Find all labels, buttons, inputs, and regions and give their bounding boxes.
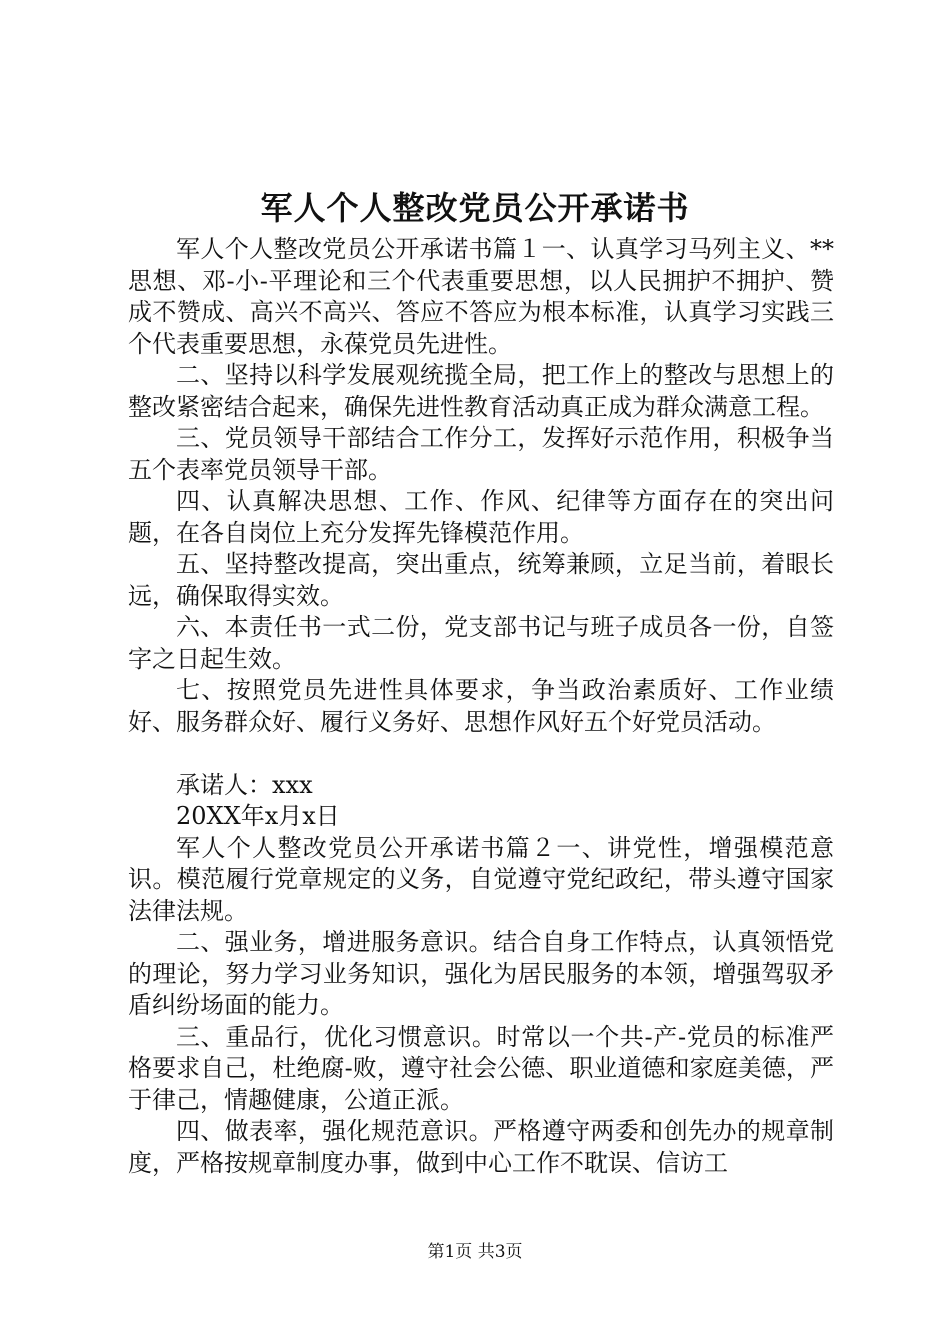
- signature-promiser: 承诺人：xxx: [176, 770, 313, 799]
- paragraph: 五、坚持整改提高，突出重点，统筹兼顾，立足当前，着眼长远，确保取得实效。: [128, 550, 834, 610]
- paragraph: 四、认真解决思想、工作、作风、纪律等方面存在的突出问题，在各自岗位上充分发挥先锋模范作用。: [128, 487, 834, 547]
- paragraph: 军人个人整改党员公开承诺书篇２一、讲党性，增强模范意识。模范履行党章规定的义务，自觉遵守党纪政纪，带头遵守国家法律法规。: [128, 833, 834, 925]
- paragraph: 二、坚持以科学发展观统揽全局，把工作上的整改与思想上的整改紧密结合起来，确保先进性教育活动真正成为群众满意工程。: [128, 361, 834, 421]
- blank-line: [128, 738, 834, 770]
- paragraph: 三、重品行，优化习惯意识。时常以一个共-产-党员的标准严格要求自己，杜绝腐-败，遵守社会公德、职业道德和家庭美德，严于律己，情趣健康，公道正派。: [128, 1022, 834, 1114]
- document-title: 军人个人整改党员公开承诺书: [260, 189, 690, 227]
- paragraph: 二、强业务，增进服务意识。结合自身工作特点，认真领悟党的理论，努力学习业务知识，强化为居民服务的本领，增强驾驭矛盾纠纷场面的能力。: [128, 928, 834, 1019]
- paragraph: 六、本责任书一式二份，党支部书记与班子成员各一份，自签字之日起生效。: [128, 613, 834, 673]
- signature-date: 20XX年x月x日: [176, 802, 340, 830]
- paragraph: 军人个人整改党员公开承诺书篇１一、认真学习马列主义、**思想、邓-小-平理论和三个代表重要思想，以人民拥护不拥护、赞成不赞成、高兴不高兴、答应不答应为根本标准，认真学习实践三个代表重要思想，永葆党员先进性。: [128, 235, 834, 358]
- page-footer: 第1页 共3页: [427, 1242, 523, 1262]
- document-body: [128, 234, 834, 1179]
- paragraph: 三、党员领导干部结合工作分工，发挥好示范作用，积极争当五个表率党员领导干部。: [128, 424, 834, 484]
- paragraph: 四、做表率，强化规范意识。严格遵守两委和创先办的规章制度，严格按规章制度办事，做到中心工作不耽误、信访工: [128, 1117, 834, 1177]
- paragraph: 七、按照党员先进性具体要求，争当政治素质好、工作业绩好、服务群众好、履行义务好、思想作风好五个好党员活动。: [128, 676, 834, 736]
